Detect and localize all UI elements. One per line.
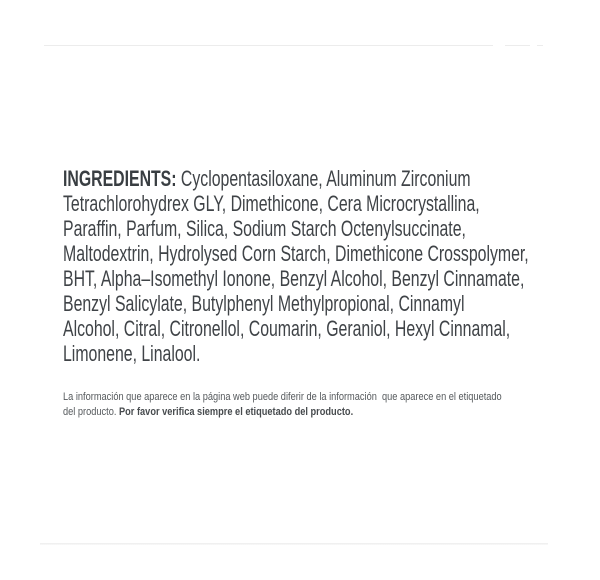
ingredients-list	[63, 166, 600, 366]
disclaimer-line	[63, 405, 502, 420]
ingredients-line: BHT, Alpha–Isomethyl Ionone, Benzyl Alcohol, Benzyl Cinnamate,	[63, 266, 525, 291]
ingredients-heading: INGREDIENTS:	[63, 166, 177, 191]
ingredients-line: Alcohol, Citral, Citronellol, Coumarin, Geraniol, Hexyl Cinnamal,	[63, 316, 511, 341]
disclaimer-line-text: del producto.	[63, 406, 119, 418]
ingredients-line: Limonene, Linalool.	[63, 341, 201, 366]
top-divider-segment	[505, 45, 530, 46]
disclaimer-line: La información que aparece en la página web puede diferir de la información que aparece en el etiquetado	[63, 391, 502, 403]
ingredients-line: Tetrachlorohydrex GLY, Dimethicone, Cera Microcrystallina,	[63, 191, 480, 216]
ingredients-line: Maltodextrin, Hydrolysed Corn Starch, Dimethicone Crosspolymer,	[63, 241, 529, 266]
ingredients-line: Benzyl Salicylate, Butylphenyl Methylpropional, Cinnamyl	[63, 291, 465, 316]
ingredients-line: Paraffin, Parfum, Silica, Sodium Starch Octenylsuccinate,	[63, 216, 466, 241]
ingredients-line-text: Cyclopentasiloxane, Aluminum Zirconium	[176, 166, 471, 191]
disclaimer-emphasis: Por favor verifica siempre el etiquetado del producto.	[118, 406, 354, 418]
ingredients-line	[63, 166, 529, 191]
top-divider-segment	[537, 45, 543, 46]
top-divider-segment	[44, 45, 493, 46]
bottom-divider-line	[40, 543, 548, 545]
disclaimer	[63, 390, 585, 420]
